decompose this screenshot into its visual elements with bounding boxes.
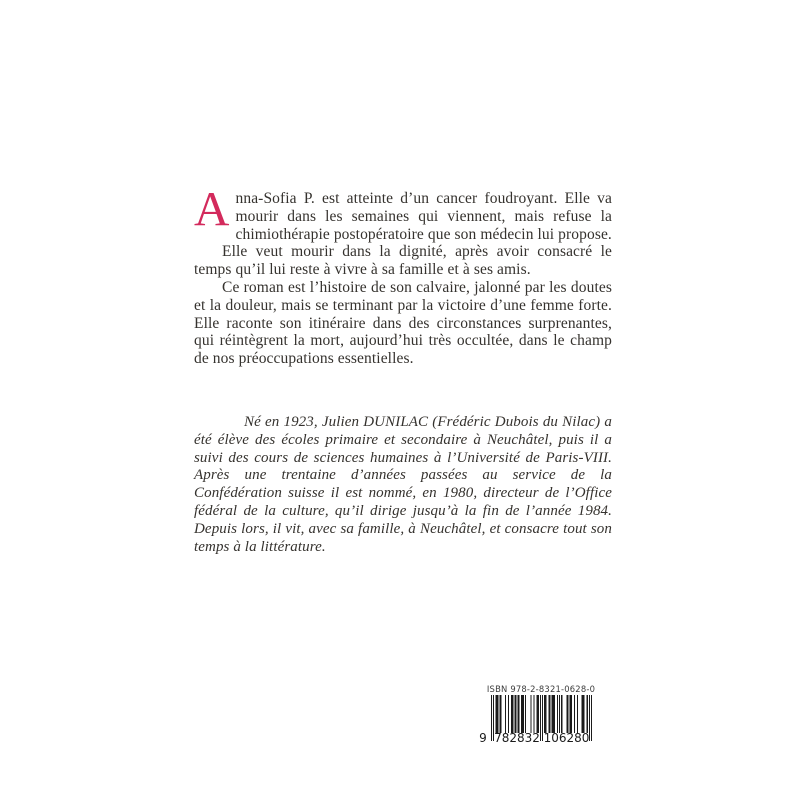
synopsis-paragraph-3: Ce roman est l’histoire de son calvaire, jalonné par les doutes et la douleur, mais se terminant par la victoire d’une femme forte. Elle raconte son itinéraire dans des circonstances surprenantes, qui réintègrent la mort, aujourd’hui très occultée, dans le champ de nos préoccupations essentielles. bbox=[194, 278, 612, 368]
isbn-label: ISBN 978-2-8321-0628-0 bbox=[486, 684, 596, 694]
barcode-digits-right: 106280 bbox=[543, 731, 590, 745]
barcode-block bbox=[475, 682, 597, 748]
synopsis-paragraph-1-text: nna-Sofia P. est atteinte d’un cancer foudroyant. Elle va mourir dans les semaines qui viennent, mais refuse la chimiothérapie postopératoire que son médecin lui propose. bbox=[235, 190, 612, 243]
barcode-digit-first: 9 bbox=[479, 731, 487, 745]
barcode-digits-left: 782832 bbox=[494, 731, 540, 745]
synopsis-paragraph-1 bbox=[194, 181, 612, 243]
synopsis-paragraph-2: Elle veut mourir dans la dignité, après avoir consacré le temps qu’il lui reste à vivre à sa famille et à ses amis. bbox=[194, 243, 612, 279]
drop-cap: A bbox=[194, 181, 230, 236]
ean13-barcode bbox=[475, 682, 597, 748]
author-bio-text: Né en 1923, Julien DUNILAC (Frédéric Dubois du Nilac) a été élève des écoles primaire et secondaire à Neuchâtel, puis il a suivi des cours de sciences humaines à l’Université de Paris-VIII. Après une trentaine d’années passées au service de la Confédération suisse il est nommé, en 1980, directeur de l’Office fédéral de la culture, qu’il dirige jusqu’à la fin de l’année 1984. Depuis lors, il vit, avec sa famille, à Neuchâtel, et consacre tout son temps à la littérature. bbox=[194, 414, 612, 555]
author-bio bbox=[194, 414, 612, 556]
synopsis bbox=[194, 181, 612, 368]
